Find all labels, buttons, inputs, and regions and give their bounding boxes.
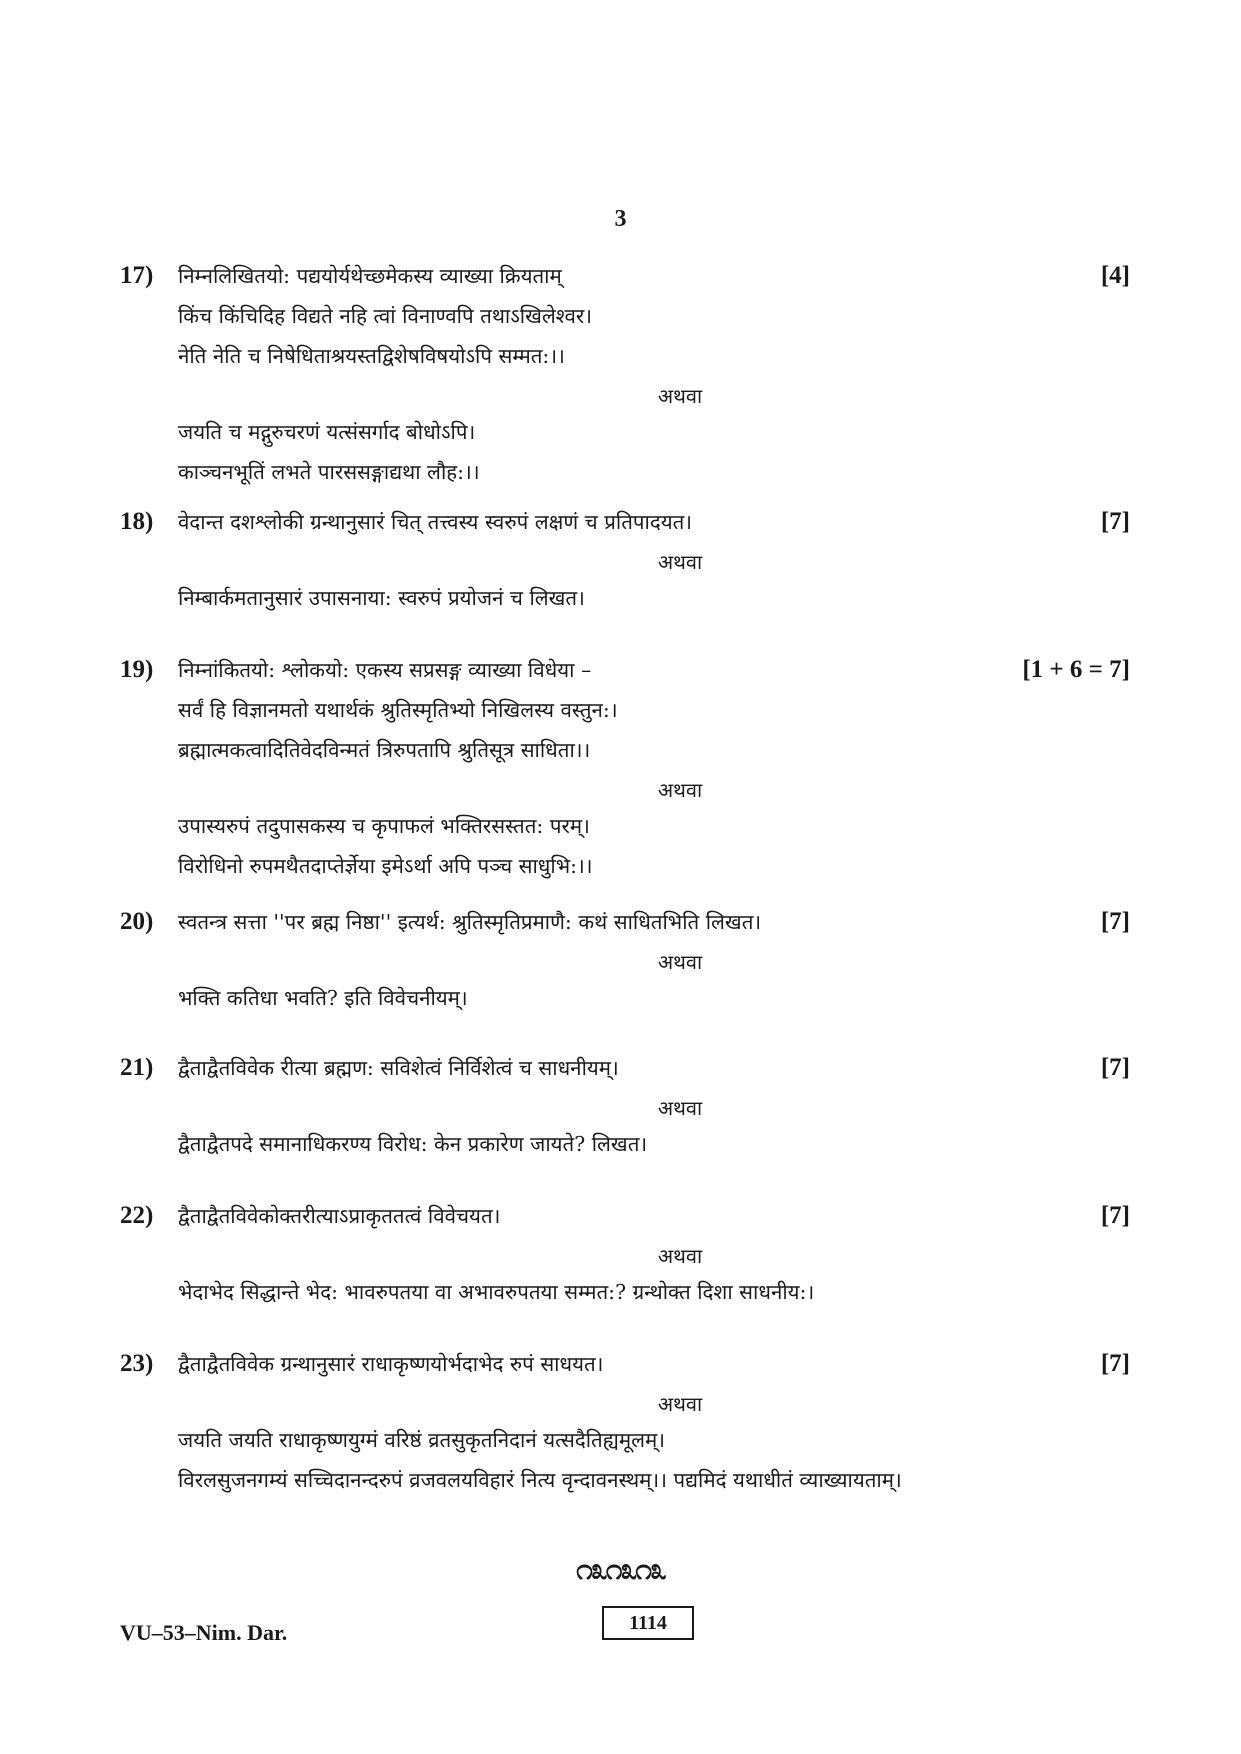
answer-line: निम्बार्कमतानुसारं उपासनाया: स्वरुपं प्रयोजनं च लिखत। bbox=[178, 586, 585, 610]
question-21 bbox=[120, 1054, 1130, 1170]
or-label: अथवा bbox=[657, 1096, 703, 1120]
question-text: निम्नलिखितयो: पद्ययोर्यथेच्छमेकस्य व्याख्या क्रियताम् bbox=[178, 264, 562, 288]
question-text: स्वतन्त्र सत्ता ''पर ब्रह्म निष्ठा'' इत्यर्थ: श्रुतिस्मृतिप्रमाणै: कथं साधितभिति लिखत। bbox=[178, 910, 762, 934]
question-22 bbox=[120, 1202, 1130, 1318]
question-20 bbox=[120, 908, 1130, 1024]
or-label: अथवा bbox=[657, 950, 703, 974]
verse-line: ब्रह्मात्मकत्वादितिवेदविन्मतं त्रिरुपतापि श्रुतिसूत्र साधिता।। bbox=[178, 738, 591, 762]
question-number: 22) bbox=[120, 1202, 154, 1229]
question-number: 19) bbox=[120, 656, 154, 683]
question-marks: [7] bbox=[1100, 908, 1130, 935]
question-number: 23) bbox=[120, 1350, 154, 1377]
answer-line: भक्ति कतिधा भवति? इति विवेचनीयम्। bbox=[178, 986, 468, 1010]
question-text: निम्नांकितयो: श्लोकयो: एकस्य सप्रसङ्ग व्याख्या विधेया – bbox=[178, 658, 592, 682]
paper-code: VU–53–Nim. Dar. bbox=[120, 1620, 288, 1645]
question-number: 17) bbox=[120, 262, 154, 289]
or-label: अथवा bbox=[657, 778, 703, 802]
or-label: अथवा bbox=[657, 384, 703, 408]
question-23 bbox=[120, 1350, 1130, 1506]
question-text: द्वैताद्वैतविवेक रीत्या ब्रह्मण: सविशेत्वं निर्विशेत्वं च साधनीयम्। bbox=[178, 1056, 619, 1080]
question-number: 18) bbox=[120, 508, 154, 535]
question-marks: [1 + 6 = 7] bbox=[1022, 656, 1130, 683]
question-marks: [7] bbox=[1100, 508, 1130, 535]
or-label: अथवा bbox=[657, 1392, 703, 1416]
ornament-divider: ೧೩೧೩೧೩ bbox=[576, 1552, 665, 1587]
question-number: 20) bbox=[120, 908, 154, 935]
verse-line: विरोधिनो रुपमथैतदाप्तेर्ज्ञेया इमेऽर्था अपि पञ्च साधुभि:।। bbox=[178, 854, 593, 878]
verse-line: नेति नेति च निषेधिताश्रयस्तद्विशेषविषयोऽपि सम्मत:।। bbox=[178, 344, 565, 368]
verse-line: उपास्यरुपं तदुपासकस्य च कृपाफलं भक्तिरसस्तत: परम्। bbox=[178, 814, 590, 838]
verse-line: काञ्चनभूतिं लभते पारससङ्गाद्यथा लौह:।। bbox=[178, 460, 480, 484]
question-19 bbox=[120, 656, 1130, 892]
answer-line: भेदाभेद सिद्धान्ते भेद: भावरुपतया वा अभावरुपतया सम्मत:? ग्रन्थोक्त दिशा साधनीय:। bbox=[178, 1280, 815, 1304]
page-code-box: 1114 bbox=[602, 1606, 694, 1640]
question-text: द्वैताद्वैतविवेकोक्तरीत्याऽप्राकृततत्वं विवेचयत। bbox=[178, 1204, 501, 1228]
verse-line: जयति जयति राधाकृष्णयुग्मं वरिष्ठं व्रतसुकृतनिदानं यत्सदैतिह्यमूलम्। bbox=[178, 1428, 666, 1452]
question-18 bbox=[120, 508, 1130, 624]
question-marks: [7] bbox=[1100, 1350, 1130, 1377]
question-number: 21) bbox=[120, 1054, 154, 1081]
or-label: अथवा bbox=[657, 1244, 703, 1268]
answer-line: द्वैताद्वैतपदे समानाधिकरण्य विरोध: केन प्रकारेण जायते? लिखत। bbox=[178, 1132, 648, 1156]
verse-line: सर्वं हि विज्ञानमतो यथार्थकं श्रुतिस्मृतिभ्यो निखिलस्य वस्तुन:। bbox=[178, 698, 618, 722]
page-number: 3 bbox=[614, 206, 627, 232]
question-text: द्वैताद्वैतविवेक ग्रन्थानुसारं राधाकृष्णयोर्भदाभेद रुपं साधयत। bbox=[178, 1352, 604, 1376]
verse-line: विरलसुजनगम्यं सच्चिदानन्दरुपं व्रजवलयविहारं नित्य वृन्दावनस्थम्।। पद्यमिदं यथाधीतं व्याख्यायताम्। bbox=[178, 1468, 902, 1492]
question-marks: [7] bbox=[1100, 1202, 1130, 1229]
question-marks: [4] bbox=[1100, 262, 1130, 289]
verse-line: जयति च मद्गुरुचरणं यत्संसर्गाद बोधोऽपि। bbox=[178, 420, 476, 444]
or-label: अथवा bbox=[657, 550, 703, 574]
question-text: वेदान्त दशश्लोकी ग्रन्थानुसारं चित् तत्त्वस्य स्वरुपं लक्षणं च प्रतिपादयत। bbox=[178, 510, 693, 534]
verse-line: किंच किंचिदिह विद्यते नहि त्वां विनाण्वपि तथाऽखिलेश्वर। bbox=[178, 304, 593, 328]
question-marks: [7] bbox=[1100, 1054, 1130, 1081]
question-17 bbox=[120, 262, 1130, 498]
